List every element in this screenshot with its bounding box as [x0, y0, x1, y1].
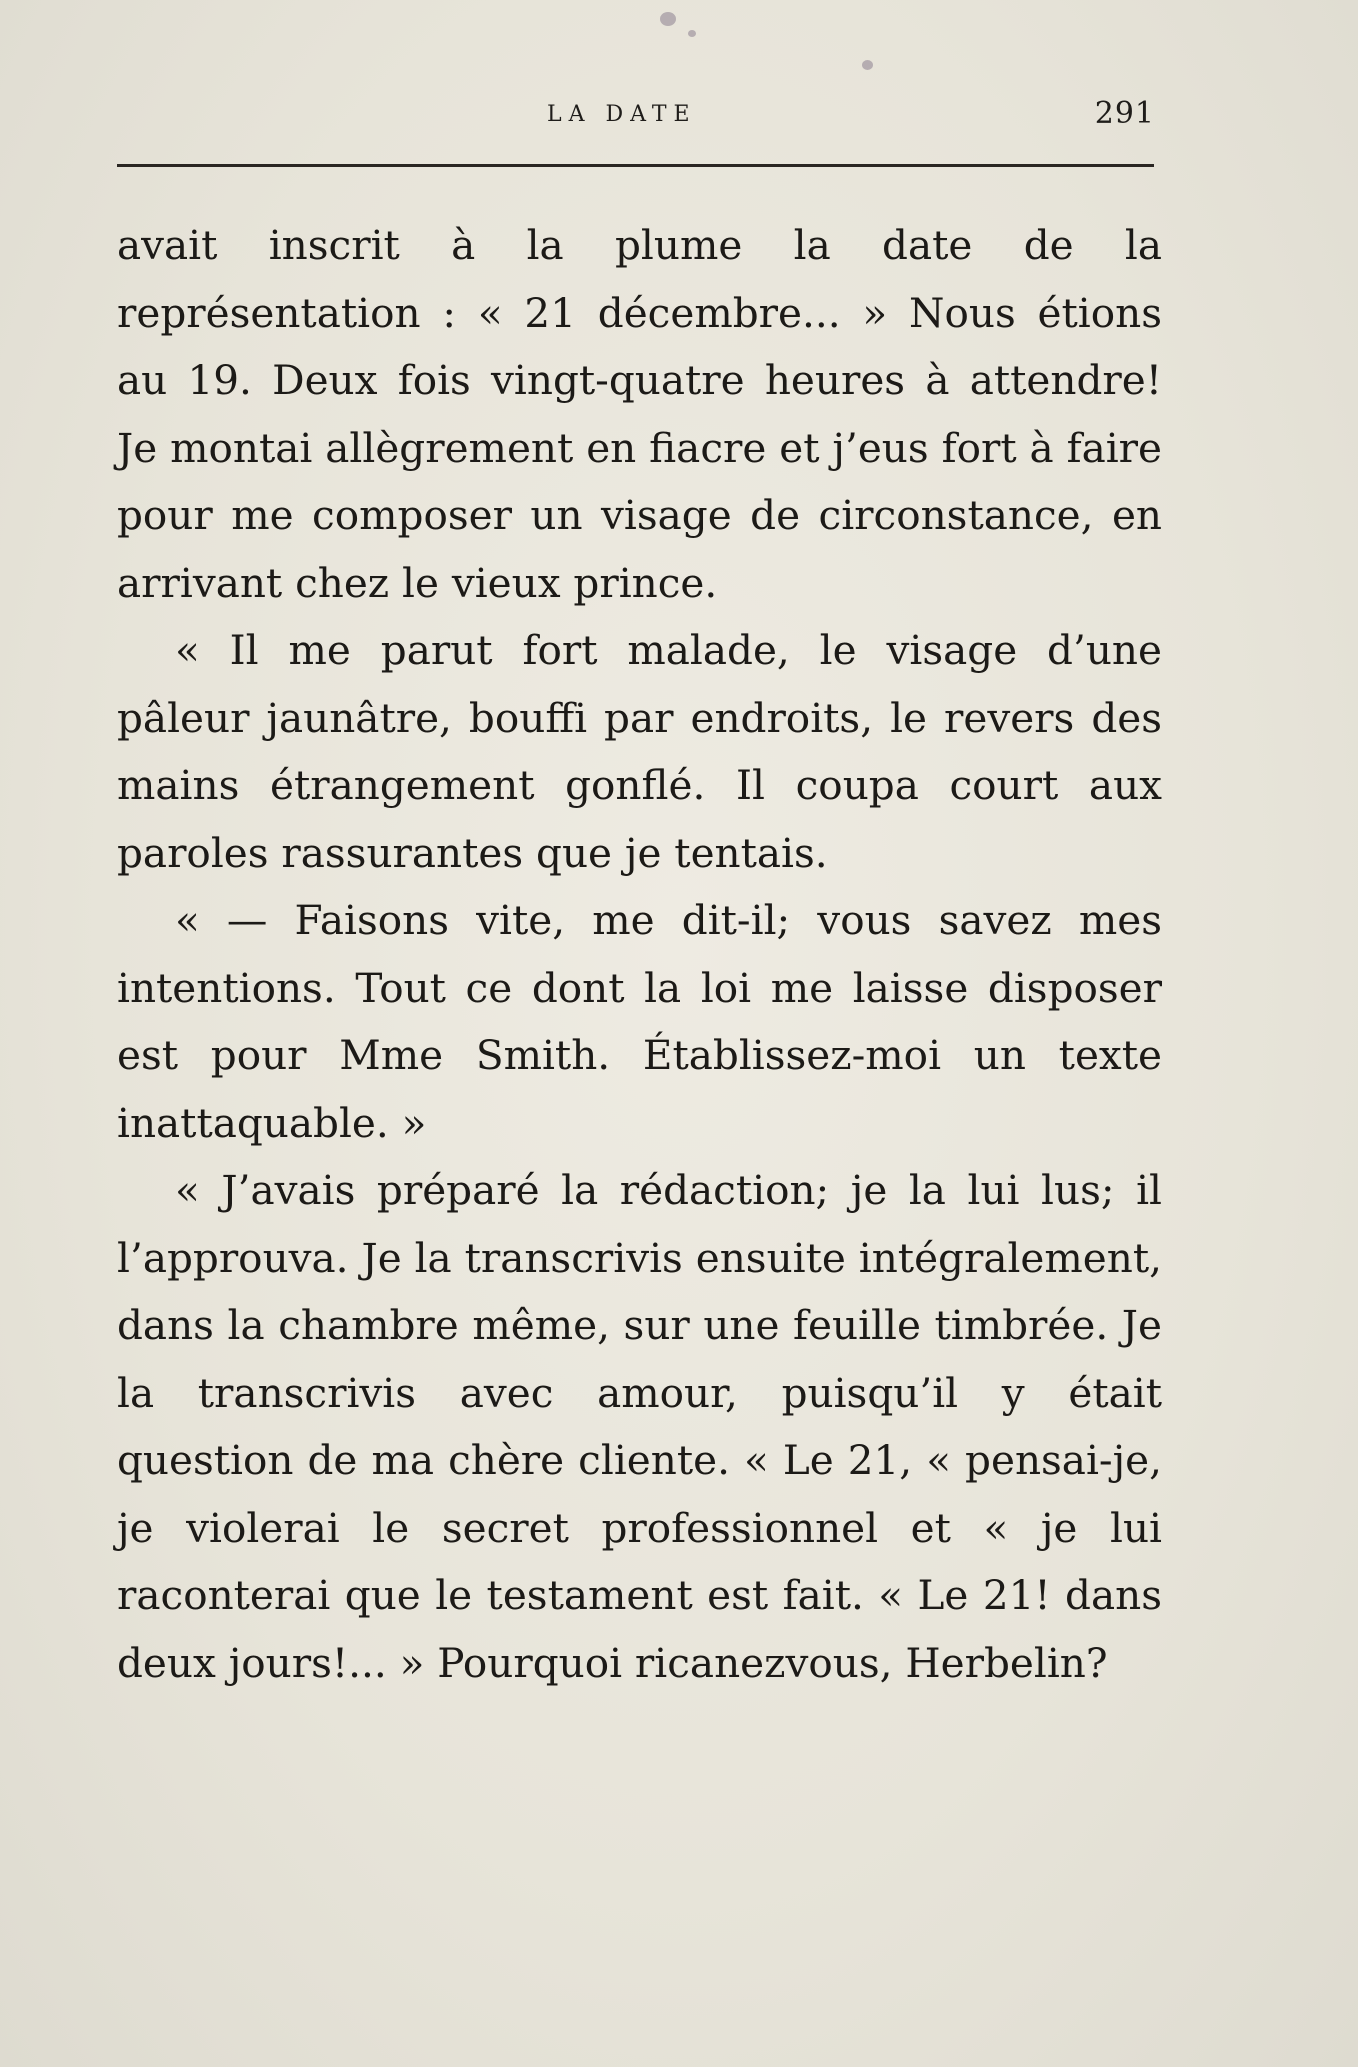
page-body — [117, 212, 1162, 1697]
running-title: LA DATE — [547, 102, 697, 127]
paragraph: « J’avais préparé la rédaction; je la lui lus; il l’approuva. Je la transcrivis ensuite intégralement, dans la chambre même, sur une feuille timbrée. Je la transcrivis avec amour, puisqu’il y était question de ma chère cliente. « Le 21, « pensai-je, je violerai le secret professionnel et « je lui raconterai que le testament est fait. « Le 21! dans deux jours!... » Pourquoi ricanezvous, Herbelin? — [117, 1166, 1162, 1687]
page-header — [115, 96, 1155, 136]
header-rule — [117, 164, 1154, 167]
ink-speck — [660, 12, 676, 26]
paragraph: « — Faisons vite, me dit-il; vous savez mes intentions. Tout ce dont la loi me laisse disposer est pour Mme Smith. Établissez-moi un texte inattaquable. » — [117, 896, 1162, 1147]
paragraph: « Il me parut fort malade, le visage d’une pâleur jaunâtre, bouffi par endroits, le revers des mains étrangement gonflé. Il coupa court aux paroles rassurantes que je tentais. — [117, 626, 1162, 877]
ink-speck — [862, 60, 873, 70]
page-number: 291 — [1094, 96, 1155, 131]
paragraph: avait inscrit à la plume la date de la représentation : « 21 décembre... » Nous étions au 19. Deux fois vingt-quatre heures à attendre! Je montai allègrement en fiacre et j’eus fort à faire pour me composer un visage de circonstance, en arrivant chez le vieux prince. — [117, 221, 1162, 607]
ink-speck — [688, 30, 696, 37]
